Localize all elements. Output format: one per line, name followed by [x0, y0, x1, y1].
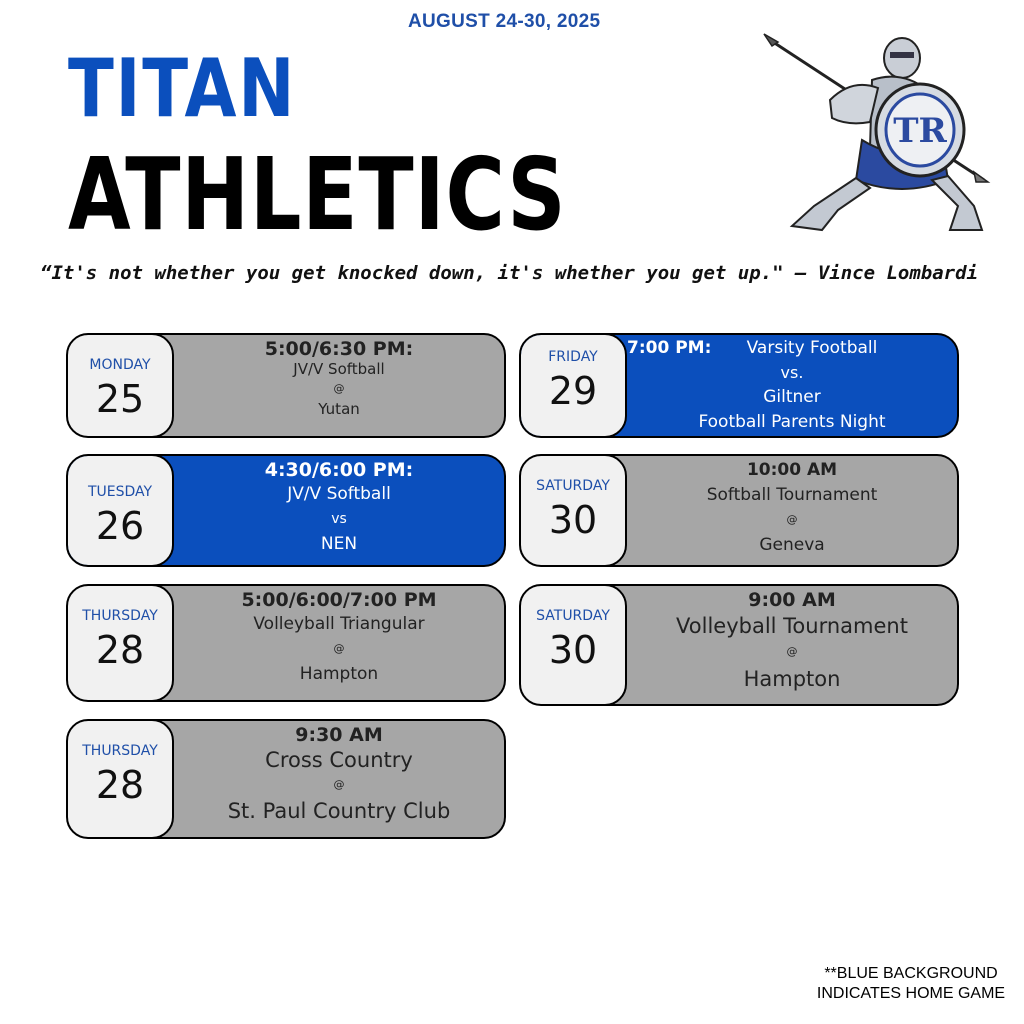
event-location: Hampton — [299, 664, 379, 684]
event-opponent: Giltner — [763, 387, 821, 407]
event-time: 4:30/6:00 PM: — [264, 459, 414, 481]
event-details — [174, 721, 504, 837]
event-connector: @ — [786, 513, 798, 526]
event-details — [174, 335, 504, 436]
event-card-saturday-volleyball — [519, 584, 959, 706]
event-location: Hampton — [743, 667, 841, 691]
day-number: 30 — [548, 498, 598, 542]
event-title: Volleyball Triangular — [253, 614, 425, 634]
home-game-note — [806, 964, 1016, 1004]
day-name: FRIDAY — [548, 349, 598, 365]
titan-knight-mascot-icon — [752, 30, 992, 240]
day-box — [66, 584, 174, 702]
event-details — [627, 335, 957, 436]
event-details — [174, 586, 504, 700]
day-box — [66, 719, 174, 839]
day-number: 30 — [548, 628, 598, 672]
day-name: TUESDAY — [87, 484, 153, 500]
event-time: 9:30 AM — [295, 724, 383, 746]
event-opponent: NEN — [320, 534, 358, 554]
event-connector: vs. — [780, 363, 804, 382]
day-box — [519, 584, 627, 706]
quote: “It's not whether you get knocked down, it's whether you get up." – Vince Lombardi — [40, 262, 978, 284]
event-title: JV/V Softball — [293, 360, 385, 378]
event-connector: @ — [333, 642, 345, 655]
event-card-thursday-volleyball — [66, 584, 506, 702]
day-number: 25 — [95, 377, 145, 421]
event-card-tuesday — [66, 454, 506, 567]
event-title-row — [627, 336, 957, 360]
event-details — [174, 456, 504, 565]
day-number: 26 — [95, 504, 145, 548]
title-titan: TITAN — [68, 42, 297, 135]
svg-text:TR: TR — [893, 111, 947, 151]
day-name: THURSDAY — [82, 743, 158, 759]
day-name: MONDAY — [89, 357, 151, 373]
day-number: 29 — [548, 369, 598, 413]
date-range: AUGUST 24-30, 2025 — [408, 11, 601, 32]
day-name: THURSDAY — [82, 608, 158, 624]
day-number: 28 — [95, 763, 145, 807]
event-details — [627, 456, 957, 565]
event-location: Geneva — [759, 535, 825, 555]
event-card-monday — [66, 333, 506, 438]
day-name: SATURDAY — [536, 478, 610, 494]
event-time: 5:00/6:00/7:00 PM — [241, 589, 437, 611]
event-note: Football Parents Night — [698, 412, 886, 432]
event-connector: @ — [333, 778, 345, 791]
event-location: St. Paul Country Club — [227, 799, 451, 823]
event-title: Softball Tournament — [706, 485, 878, 505]
day-box — [519, 454, 627, 567]
note-line-1: **BLUE BACKGROUND — [824, 965, 998, 982]
event-card-thursday-cross-country — [66, 719, 506, 839]
day-box — [519, 333, 627, 438]
day-box — [66, 333, 174, 438]
event-time: 9:00 AM — [748, 589, 836, 611]
day-name: SATURDAY — [536, 608, 610, 624]
title-athletics: ATHLETICS — [68, 136, 567, 253]
event-connector: @ — [333, 382, 345, 395]
note-line-2: INDICATES HOME GAME — [816, 985, 1006, 1002]
event-details — [627, 586, 957, 704]
event-title: JV/V Softball — [287, 484, 391, 504]
event-location: Yutan — [318, 400, 360, 418]
day-number: 28 — [95, 628, 145, 672]
event-time: 10:00 AM — [746, 460, 838, 480]
event-connector: @ — [786, 645, 798, 658]
event-card-saturday-softball — [519, 454, 959, 567]
event-title: Volleyball Tournament — [676, 614, 908, 638]
event-time: 7:00 PM: — [627, 338, 712, 358]
event-title: Varsity Football — [746, 338, 878, 358]
event-title: Cross Country — [265, 748, 413, 772]
event-card-friday — [519, 333, 959, 438]
event-connector: vs — [331, 511, 347, 527]
event-time: 5:00/6:30 PM: — [264, 338, 414, 360]
day-box — [66, 454, 174, 567]
